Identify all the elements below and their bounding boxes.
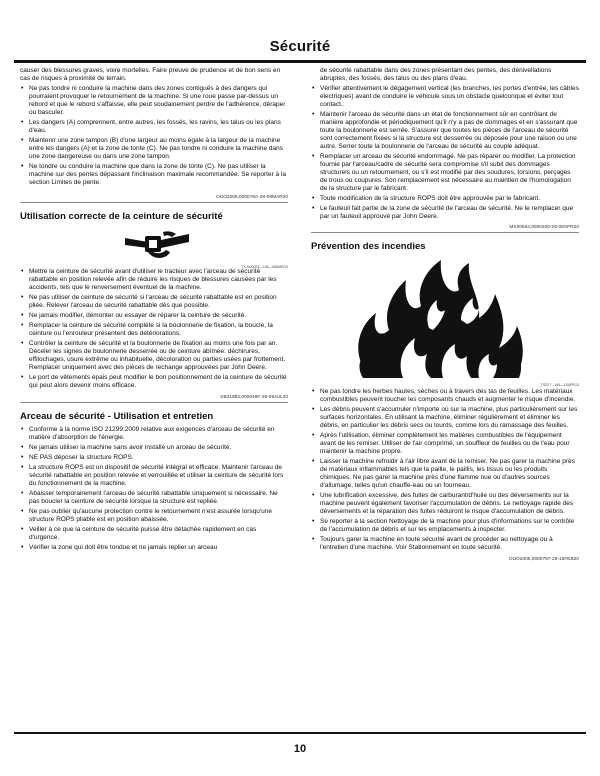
reference-code: OUO2005,000078A-28-09MAR20: [216, 195, 288, 200]
list-item: • Maintenir l'arceau de sécurité dans un état de fonctionnement sûr en contrôlant de manière approfondie et périodiquement qu'il n'y a pas de dommages et en s'assurant que toute la boulonnerie est serrée. S'assurer que toutes les pièces de l'arceau de sécurité sont correctement fixées si la structure est desserrée ou déposée pour une raison ou une autre. Serrer toute la boulonnerie de l'arceau de sécurité au couple adéquat.: [311, 111, 579, 151]
list-item: • Ne tondre ou conduire la machine que dans la zone de tonte (C). Ne pas utiliser la machine sur des pentes dépassant l'inclinaison maximale recommandée. Se reporter à la section Limites de pente.: [20, 163, 288, 187]
page-title: Sécurité: [269, 38, 331, 55]
list-item: • Les débris peuvent s'accumuler n'importe où sur la machine, plus particulièrement sur les surfaces horizontales. En utilisant la machine, éliminer régulièrement et éliminer les débris, en particulier les débris secs ou lourds, comme lors du ramassage des feuilles.: [311, 406, 579, 430]
list-item: • Ne jamais utiliser la machine sans avoir installé un arceau de sécurité.: [20, 444, 288, 452]
list-item: • Ne pas tondre les herbes hautes, sèches ou à travers des tas de feuilles. Les matériaux combustibles peuvent toucher les composants chauds et augmenter le risque d'incendie.: [311, 388, 579, 404]
page-number: 10: [293, 743, 307, 755]
rops-continued-text: de sécurité rabattable dans des zones présentant des pentes, des dénivellations abruptes, des fossés, des talus ou des plans d'eau.: [320, 67, 552, 82]
list-item: • Remplacer un arceau de sécurité endommagé. Ne pas réparer ou modifier. La protection fournie par l'arceau/cadre de sécurité sera compromise s'il subit des dommages structurels ou un retournement, ou s'il est modifié par des soudures, torsions, perçages de trous ou coupures. Son remplacement est nécessaire au maintien de l'homologation de la structure par le fabricant.: [311, 153, 579, 193]
fire-heading: Prévention des incendies: [311, 241, 426, 252]
list-item: • Ne jamais modifier, démonter ou essayer de réparer la ceinture de sécurité.: [20, 312, 288, 320]
title-divider: [14, 60, 586, 63]
list-item: • Contrôler la ceinture de sécurité et la boulonnerie de fixation au moins une fois par an. Déceler les signes de boulonnerie desserrée ou de ceinture abîmée: déchirures, effilochages, usure extrême ou inhabituelle, décoloration ou parties usées par frottement. Remplacer uniquement avec des pièces de rechange approuvées par John Deere.: [20, 340, 288, 372]
rops-continued-bullet-list: [311, 85, 579, 221]
list-item: • Ne pas tondre ni conduire la machine dans des zones contiguës à des dangers qui pourraient provoquer le retournement de la machine. Si une roue passe par-dessus un rebord et que le rebord s'affaisse, elle peut soudainement perdre de l'adhérence, déraper ou basculer.: [20, 85, 288, 117]
seatbelt-buckle-icon: [20, 228, 288, 260]
list-item: • Veiller à ce que la ceinture de sécurité puisse être détachée rapidement en cas d'urgence.: [20, 526, 288, 542]
terrain-bullet-list: [20, 85, 288, 187]
list-item: • Laisser la machine refroidir à l'air libre avant de la remiser. Ne pas garer la machine près de matériaux inflammables tels que la paille, le paillis, les tissus ou les produits chimiques. Ne pas garer la machine près d'une flamme nue ou d'autres sources d'allumage, telles qu'un chauffe-eau ou un fourneau.: [311, 458, 579, 490]
list-item: • Vérifier attentivement le dégagement vertical (les branches, les portes d'entrée, les câbles électriques) avant de conduire le véhicule sous un obstacle quelconque et éviter tout contact.: [311, 85, 579, 109]
list-item: • Une lubrification excessive, des fuites de carburant/d'huile ou des déversements sur la machine peuvent également favoriser l'accumulation de débris. Le nettoyage rapide des déversements et la réparation des fuites réduiront le risque d'accumulation de débris.: [311, 492, 579, 516]
seatbelt-bullet-list: [20, 268, 288, 390]
list-item: • La structure ROPS est un dispositif de sécurité intégral et efficace. Maintenir l'arceau de sécurité rabattable en position relevée et verrouillée et utiliser la ceinture de sécurité lors du fonctionnement de la machine.: [20, 464, 288, 488]
seatbelt-heading: Utilisation correcte de la ceinture de sécurité: [20, 211, 223, 222]
right-column: [311, 67, 579, 562]
list-item: • Le port de vêtements épais peut modifier le bon positionnement de la ceinture de sécurité qui peut alors devenir moins efficace.: [20, 374, 288, 390]
reference-code: OUO2005,0000787-28-15FEB20: [508, 557, 579, 562]
left-column: [20, 67, 288, 554]
seatbelt-figure: [20, 228, 288, 269]
rops-bullet-list: [20, 426, 288, 552]
list-item: • NE PAS déposer la structure ROPS.: [20, 454, 288, 462]
list-item: • Les dangers (A) comprennent, entre autres, les fossés, les ravins, les talus ou les plans d'eau.: [20, 119, 288, 135]
list-item: • Ne pas oublier qu'aucune protection contre le retournement n'est assurée lorsqu'une structure ROPS pliable est en position abaissée.: [20, 508, 288, 524]
reference-code: SB31882,000049F-28-09JUL20: [220, 395, 288, 400]
list-item: • Ne pas utiliser de ceinture de sécurité si l'arceau de sécurité rabattable est en position pliée. Relever l'arceau de sécurité rabattable dès que possible.: [20, 294, 288, 310]
flame-icon: [311, 258, 579, 378]
list-item: • Vérifier la zone qui doit être tondue et ne jamais replier un arceau: [20, 544, 288, 552]
list-item: • Remplacer la ceinture de sécurité complète si la boulonnerie de fixation, la boucle, la ceinture ou l'enrouleur présentent des détériorations.: [20, 322, 288, 338]
list-item: • Abaisser temporairement l'arceau de sécurité rabattable uniquement si nécessaire. Ne pas boucler la ceinture de sécurité lorsque la structure est repliée.: [20, 490, 288, 506]
fire-figure: [311, 258, 579, 386]
reference-code: MX00654,0000200-28-08APR20: [509, 225, 579, 230]
list-item: • Mettre la ceinture de sécurité avant d'utiliser le tracteur avec l'arceau de sécurité rabattable en position relevée afin de réduire les risques de blessures causées par les accidents, tels que le renversement éventuel de la machine.: [20, 268, 288, 292]
figure-label: TCXU0001—UN—08MAR13: [241, 265, 288, 269]
figure-label: TS227—UN—15APR13: [540, 383, 579, 387]
list-item: • Maintenir une zone tampon (B) d'une largeur au moins égale à la largeur de la machine entre les dangers (A) et la zone de tonte (C). Ne pas tondre ni conduire la machine dans une zone dangereuse ou dans une zone tampon.: [20, 137, 288, 161]
list-item: • Après l'utilisation, éliminer complètement les matières combustibles de l'équipement avant de les remiser. Utiliser de l'air comprimé, un souffleur de feuilles ou de l'eau pour maintenir la machine propre.: [311, 432, 579, 456]
list-item: • Conforme à la norme ISO 21299:2009 relative aux exigences d'arceau de sécurité en matière d'absorption de l'énergie.: [20, 426, 288, 442]
list-item: • Le fauteuil fait partie de la zone de sécurité de l'arceau de sécurité. Ne le remplacer que par un fauteuil approuvé par John Deere.: [311, 205, 579, 221]
section-divider: [20, 202, 288, 203]
fire-bullet-list: [311, 388, 579, 552]
rops-heading: Arceau de sécurité - Utilisation et entretien: [20, 411, 214, 422]
intro-text: causer des blessures graves, voire mortelles. Faire preuve de prudence et de bon sens en cas de risques à proximité de terrain.: [20, 67, 281, 82]
list-item: • Toute modification de la structure ROPS doit être approuvée par le fabricant.: [311, 195, 579, 203]
section-divider: [20, 402, 288, 403]
list-item: • Toujours garer la machine en toute sécurité avant de procéder au nettoyage ou à l'entretien d'une machine. Voir Stationnement en toute sécurité.: [311, 536, 579, 552]
section-divider: [311, 232, 579, 233]
list-item: • Se reporter à la section Nettoyage de la machine pour plus d'informations sur le contrôle de l'accumulation de débris et sur les emplacements à inspecter.: [311, 518, 579, 534]
footer-divider: [14, 732, 586, 734]
